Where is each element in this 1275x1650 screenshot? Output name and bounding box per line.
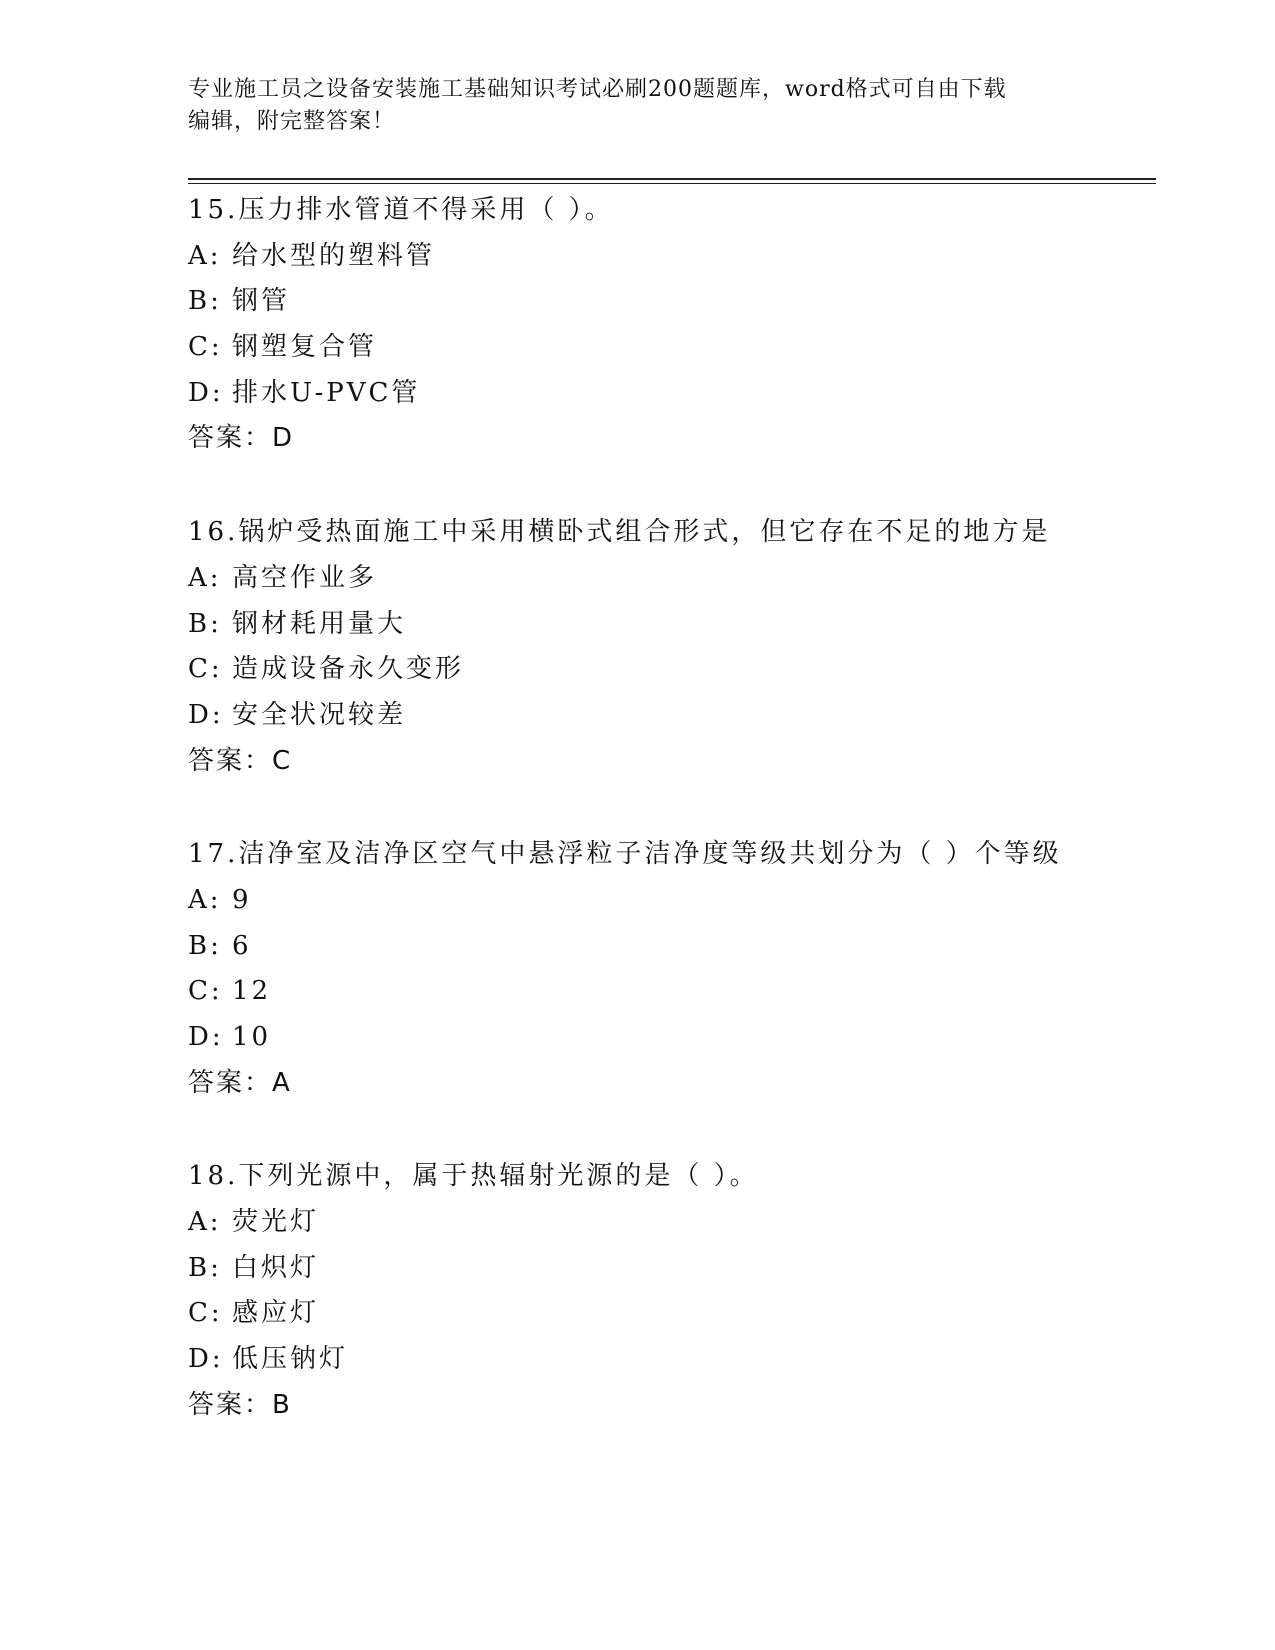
option-b [188,602,1156,648]
answer-line: 答案：A [188,1067,292,1098]
option-b [188,279,1156,325]
document-header [188,74,1088,138]
option-text: 低压钠灯 [232,1344,349,1375]
option-letter: C: [188,1298,223,1329]
option-text: 荧光灯 [232,1207,320,1238]
option-letter: B: [188,930,222,961]
option-a [188,234,1156,280]
option-letter: C: [188,332,223,363]
option-text: 12 [232,976,272,1007]
option-text: 9 [232,884,252,915]
option-letter: D: [188,1022,224,1052]
option-letter: B: [188,608,222,639]
option-text: 钢管 [232,286,291,317]
option-text: 钢塑复合管 [232,332,378,363]
question-stem: 17.洁净室及洁净区空气中悬浮粒子洁净度等级共划分为（ ）个等级 [188,839,1062,870]
option-c [188,969,1156,1015]
option-text: 感应灯 [232,1298,320,1329]
option-text: 造成设备永久变形 [232,654,465,685]
option-d [188,1015,1156,1061]
option-a [188,878,1156,924]
option-letter: C: [188,976,223,1007]
option-c [188,1291,1156,1337]
option-letter: B: [188,1252,222,1283]
answer-line: 答案：D [188,423,295,454]
question-stem: 16.锅炉受热面施工中采用横卧式组合形式，但它存在不足的地方是 [188,517,1051,548]
option-text: 钢材耗用量大 [232,608,407,639]
option-letter: B: [188,286,222,317]
option-a [188,1200,1156,1246]
question-15 [188,188,1156,462]
option-d [188,693,1156,739]
option-letter: A: [188,562,222,593]
answer-line: 答案：B [188,1389,292,1420]
option-b [188,1246,1156,1292]
option-text: 白炽灯 [232,1252,320,1283]
option-text: 10 [232,1022,272,1052]
option-c [188,647,1156,693]
header-title-line-2: 编辑，附完整答案！ [188,109,396,134]
option-text: 排水U-PVC管 [232,377,421,408]
question-16 [188,510,1156,784]
option-d [188,1337,1156,1383]
header-divider-thin [188,183,1156,184]
question-18 [188,1154,1156,1428]
option-a [188,556,1156,602]
question-stem: 15.压力排水管道不得采用（ ）。 [188,195,614,225]
option-letter: A: [188,884,222,915]
option-text: 6 [232,930,252,961]
header-divider-thick [188,178,1156,180]
question-17 [188,832,1156,1106]
option-c [188,325,1156,371]
option-text: 安全状况较差 [232,699,407,730]
option-letter: D: [188,1344,224,1375]
option-letter: A: [188,240,222,271]
option-letter: D: [188,699,224,730]
option-text: 高空作业多 [232,562,378,593]
question-stem: 18.下列光源中，属于热辐射光源的是（ ）。 [188,1161,759,1192]
option-text: 给水型的塑料管 [232,240,436,271]
option-letter: A: [188,1207,222,1238]
answer-line: 答案：C [188,745,293,776]
option-letter: C: [188,654,223,685]
option-b [188,924,1156,970]
option-d [188,371,1156,417]
header-title-line-1: 专业施工员之设备安装施工基础知识考试必刷200题题库，word格式可自由下载 [188,77,1007,102]
option-letter: D: [188,377,224,408]
question-list [188,188,1156,1477]
